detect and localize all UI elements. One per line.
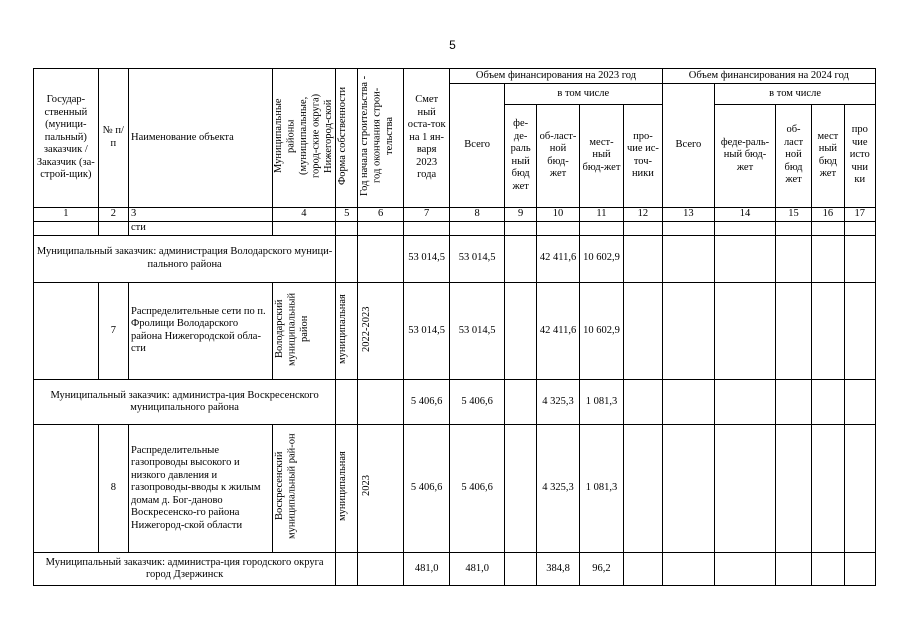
column-number: 17: [844, 207, 875, 221]
header-total-2023: Всего: [450, 84, 505, 208]
column-number: 2: [98, 207, 128, 221]
page-number: 5: [449, 38, 456, 52]
object-years: 2022-2023: [358, 282, 403, 380]
column-number-row: [34, 207, 876, 221]
column-number: 6: [358, 207, 403, 221]
column-number: 5: [336, 207, 358, 221]
table-row: [34, 221, 876, 235]
table-row: [34, 282, 876, 380]
column-number: 16: [812, 207, 844, 221]
object-number: 7: [98, 282, 128, 380]
header-ownership: Форма собственности: [336, 69, 358, 208]
local-2023: 1 081,3: [579, 425, 623, 553]
regional-2023: 4 325,3: [537, 380, 579, 425]
table-row: [34, 425, 876, 553]
header-local-2023: мест-ный бюд-жет: [579, 104, 623, 207]
total-2023: 53 014,5: [450, 282, 505, 380]
header-including-2023: в том числе: [504, 84, 662, 105]
object-ownership: муниципальная: [336, 282, 358, 380]
local-2023: 96,2: [579, 553, 623, 586]
column-number: 7: [403, 207, 449, 221]
estimate-balance: 53 014,5: [403, 235, 449, 282]
header-including-2024: в том числе: [715, 84, 876, 105]
table-row: [34, 380, 876, 425]
estimate-balance: 53 014,5: [403, 282, 449, 380]
regional-2023: 4 325,3: [537, 425, 579, 553]
header-regional-2024: об-ласт ной бюд жет: [775, 104, 811, 207]
estimate-balance: 5 406,6: [403, 380, 449, 425]
header-financing-2023: Объем финансирования на 2023 год: [450, 69, 662, 84]
total-2023: 481,0: [450, 553, 505, 586]
column-number: 11: [579, 207, 623, 221]
column-number: 1: [34, 207, 99, 221]
regional-2023: 384,8: [537, 553, 579, 586]
header-estimate-balance: Смет ный оста-ток на 1 ян-варя 2023 года: [403, 69, 449, 208]
header-customer: Государ-ственный (муници-пальный) заказчик / Заказчик (за-строй-щик): [34, 69, 99, 208]
column-number: 15: [775, 207, 811, 221]
column-number: 3: [129, 207, 273, 221]
financing-table: [33, 68, 876, 586]
header-other-2024: про чие исто чни ки: [844, 104, 875, 207]
header-local-2024: мест ный бюд жет: [812, 104, 844, 207]
object-district: Володарский муниципальный район: [272, 282, 336, 380]
customer-name: Муниципальный заказчик: администрация Володарского муници-пального района: [34, 235, 336, 282]
header-number: № п/п: [98, 69, 128, 208]
total-2023: 53 014,5: [450, 235, 505, 282]
header-federal-2023: фе-де-раль ный бюд жет: [504, 104, 536, 207]
total-2023: 5 406,6: [450, 380, 505, 425]
object-name: Распределительные сети по п. Фролищи Володарского района Нижегородской обла-сти: [129, 282, 273, 380]
object-name-continued: сти: [129, 221, 273, 235]
header-financing-2024: Объем финансирования на 2024 год: [662, 69, 875, 84]
object-ownership: муниципальная: [336, 425, 358, 553]
header-years: Год начала строительства - год окончания строи-тельства: [358, 69, 403, 208]
column-number: 9: [504, 207, 536, 221]
column-number: 13: [662, 207, 715, 221]
header-other-2023: про-чие ис-точ-ники: [624, 104, 662, 207]
regional-2023: 42 411,6: [537, 282, 579, 380]
total-2023: 5 406,6: [450, 425, 505, 553]
column-number: 10: [537, 207, 579, 221]
header-federal-2024: феде-раль-ный бюд-жет: [715, 104, 776, 207]
object-district: Воскресенский муниципальный рай-он: [272, 425, 336, 553]
column-number: 14: [715, 207, 776, 221]
local-2023: 10 602,9: [579, 282, 623, 380]
header-districts: Муниципальные районы (муниципальные, город-ские округа) Нижегород-ской: [272, 69, 336, 208]
column-number: 12: [624, 207, 662, 221]
object-name: Распределительные газопроводы высокого и низкого давления и газопроводы-вводы к жилым домам д. Бог-даново Воскресенско-го района Нижегород-ской области: [129, 425, 273, 553]
customer-name: Муниципальный заказчик: администра-ция городского округа город Дзержинск: [34, 553, 336, 586]
header-regional-2023: об-ласт-ной бюд-жет: [537, 104, 579, 207]
object-years: 2023: [358, 425, 403, 553]
local-2023: 10 602,9: [579, 235, 623, 282]
local-2023: 1 081,3: [579, 380, 623, 425]
table-row: [34, 553, 876, 586]
object-number: 8: [98, 425, 128, 553]
column-number: 8: [450, 207, 505, 221]
estimate-balance: 481,0: [403, 553, 449, 586]
estimate-balance: 5 406,6: [403, 425, 449, 553]
header-object-name: Наименование объекта: [129, 69, 273, 208]
header-total-2024: Всего: [662, 84, 715, 208]
column-number: 4: [272, 207, 336, 221]
regional-2023: 42 411,6: [537, 235, 579, 282]
table-row: [34, 235, 876, 282]
customer-name: Муниципальный заказчик: администра-ция Воскресенского муниципального района: [34, 380, 336, 425]
